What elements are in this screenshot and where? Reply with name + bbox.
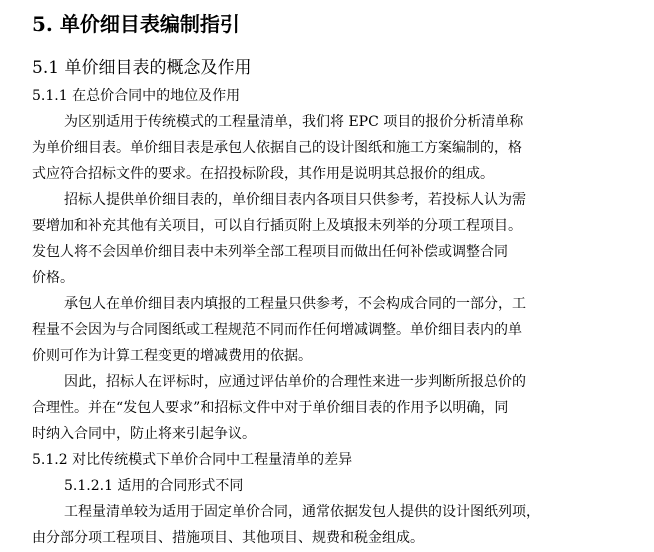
paragraph-1-line-3: 式应符合招标文件的要求。在招投标阶段，其作用是说明其总报价的组成。 — [32, 166, 494, 182]
paragraph-4-line-1: 因此，招标人在评标时，应通过评估单价的合理性来进一步判断所报总价的 — [64, 374, 526, 390]
paragraph-2-line-4: 价格。 — [32, 270, 74, 286]
section-heading-5-1: 5.1 单价细目表的概念及作用 — [32, 58, 252, 78]
paragraph-3-line-3: 价则可作为计算工程变更的增减费用的依据。 — [32, 348, 312, 364]
paragraph-4-line-3: 时纳入合同中，防止将来引起争议。 — [32, 426, 256, 442]
subsection-heading-5-1-2: 5.1.2 对比传统模式下单价合同中工程量清单的差异 — [32, 452, 353, 468]
subsubsection-heading-5-1-2-1: 5.1.2.1 适用的合同形式不同 — [64, 478, 244, 494]
paragraph-1-line-2: 为单价细目表。单价细目表是承包人依据自己的设计图纸和施工方案编制的，格 — [32, 140, 522, 156]
paragraph-3-line-1: 承包人在单价细目表内填报的工程量只供参考，不会构成合同的一部分，工 — [64, 296, 526, 312]
paragraph-1-line-1: 为区别适用于传统模式的工程量清单，我们将 EPC 项目的报价分析清单称 — [64, 114, 524, 130]
chapter-heading: 5. 单价细目表编制指引 — [32, 12, 240, 36]
paragraph-4-line-2: 合理性。并在“发包人要求”和招标文件中对于单价细目表的作用予以明确，同 — [32, 400, 509, 416]
paragraph-2-line-2: 要增加和补充其他有关项目，可以自行插页附上及填报未列举的分项工程项目。 — [32, 218, 522, 234]
paragraph-5-line-2: 由分部分项工程项目、措施项目、其他项目、规费和税金组成。 — [32, 530, 424, 546]
paragraph-2-line-3: 发包人将不会因单价细目表中未列举全部工程项目而做出任何补偿或调整合同 — [32, 244, 508, 260]
paragraph-5-line-1: 工程量清单较为适用于固定单价合同，通常依据发包人提供的设计图纸列项， — [64, 504, 540, 520]
paragraph-2-line-1: 招标人提供单价细目表的，单价细目表内各项目只供参考，若投标人认为需 — [64, 192, 526, 208]
subsection-heading-5-1-1: 5.1.1 在总价合同中的地位及作用 — [32, 88, 241, 104]
paragraph-3-line-2: 程量不会因为与合同图纸或工程规范不同而作任何增减调整。单价细目表内的单 — [32, 322, 522, 338]
